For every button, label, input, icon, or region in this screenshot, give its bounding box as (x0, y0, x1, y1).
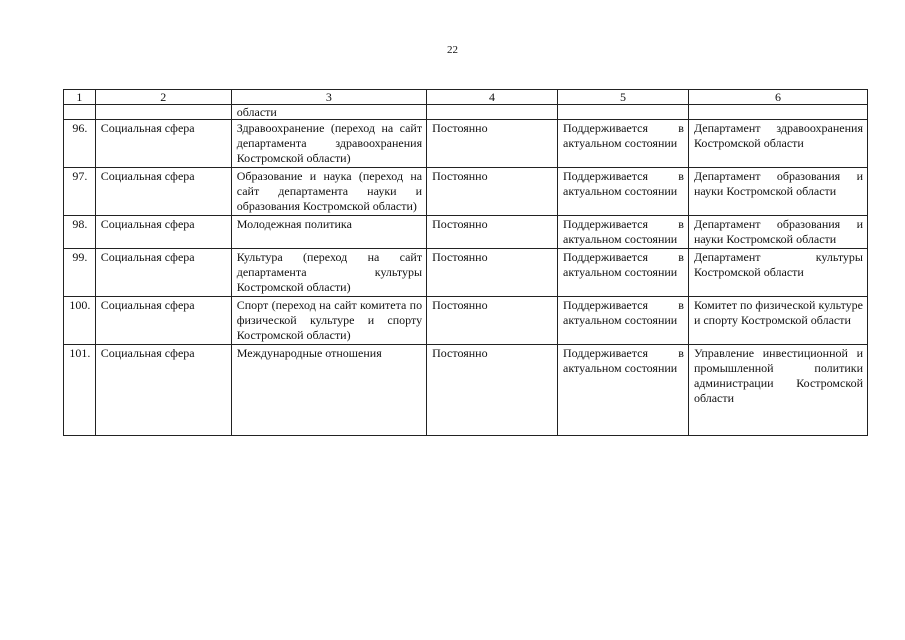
sphere-cell: Социальная сфера (95, 297, 231, 345)
row-number: 100. (64, 297, 96, 345)
column-header: 1 (64, 90, 96, 105)
table-row (64, 345, 868, 436)
table-row (64, 120, 868, 168)
sphere-cell: Социальная сфера (95, 249, 231, 297)
name-cell: Здравоохранение (переход на сайт департамента здравоохранения Костромской области) (231, 120, 426, 168)
column-header: 2 (95, 90, 231, 105)
status-cell: Поддерживается в актуальном состоянии (558, 120, 689, 168)
name-cell: Образование и наука (переход на сайт департамента науки и образования Костромской области) (231, 168, 426, 216)
sphere-cell: Социальная сфера (95, 216, 231, 249)
period-cell: Постоянно (427, 297, 558, 345)
period-cell: Постоянно (427, 216, 558, 249)
responsible-cell: Департамент культуры Костромской области (688, 249, 867, 297)
table-row (64, 168, 868, 216)
table-header-row (64, 90, 868, 105)
status-cell: Поддерживается в актуальном состоянии (558, 168, 689, 216)
name-cell: Культура (переход на сайт департамента культуры Костромской области) (231, 249, 426, 297)
table-cell (688, 105, 867, 120)
responsible-cell: Управление инвестиционной и промышленной политики администрации Костромской области (688, 345, 867, 436)
column-header: 5 (558, 90, 689, 105)
table-row (64, 297, 868, 345)
column-header: 3 (231, 90, 426, 105)
table-cell (64, 105, 96, 120)
column-header: 4 (427, 90, 558, 105)
responsible-cell: Департамент образования и науки Костромской области (688, 216, 867, 249)
name-cell: Международные отношения (231, 345, 426, 436)
row-number: 98. (64, 216, 96, 249)
sphere-cell: Социальная сфера (95, 345, 231, 436)
name-cell: Спорт (переход на сайт комитета по физической культуре и спорту Костромской области) (231, 297, 426, 345)
continuation-row (64, 105, 868, 120)
page-number: 22 (447, 44, 458, 56)
table-cell (558, 105, 689, 120)
table-row (64, 249, 868, 297)
sphere-cell: Социальная сфера (95, 168, 231, 216)
document-table (63, 89, 868, 436)
period-cell: Постоянно (427, 249, 558, 297)
row-number: 96. (64, 120, 96, 168)
status-cell: Поддерживается в актуальном состоянии (558, 345, 689, 436)
row-number: 101. (64, 345, 96, 436)
sphere-cell: Социальная сфера (95, 120, 231, 168)
column-header: 6 (688, 90, 867, 105)
period-cell: Постоянно (427, 345, 558, 436)
table-row (64, 216, 868, 249)
row-number: 99. (64, 249, 96, 297)
responsible-cell: Департамент образования и науки Костромской области (688, 168, 867, 216)
period-cell: Постоянно (427, 168, 558, 216)
table-cell: области (231, 105, 426, 120)
name-cell: Молодежная политика (231, 216, 426, 249)
period-cell: Постоянно (427, 120, 558, 168)
status-cell: Поддерживается в актуальном состоянии (558, 249, 689, 297)
status-cell: Поддерживается в актуальном состоянии (558, 297, 689, 345)
responsible-cell: Комитет по физической культуре и спорту Костромской области (688, 297, 867, 345)
status-cell: Поддерживается в актуальном состоянии (558, 216, 689, 249)
table-cell (427, 105, 558, 120)
responsible-cell: Департамент здравоохранения Костромской области (688, 120, 867, 168)
table-cell (95, 105, 231, 120)
row-number: 97. (64, 168, 96, 216)
